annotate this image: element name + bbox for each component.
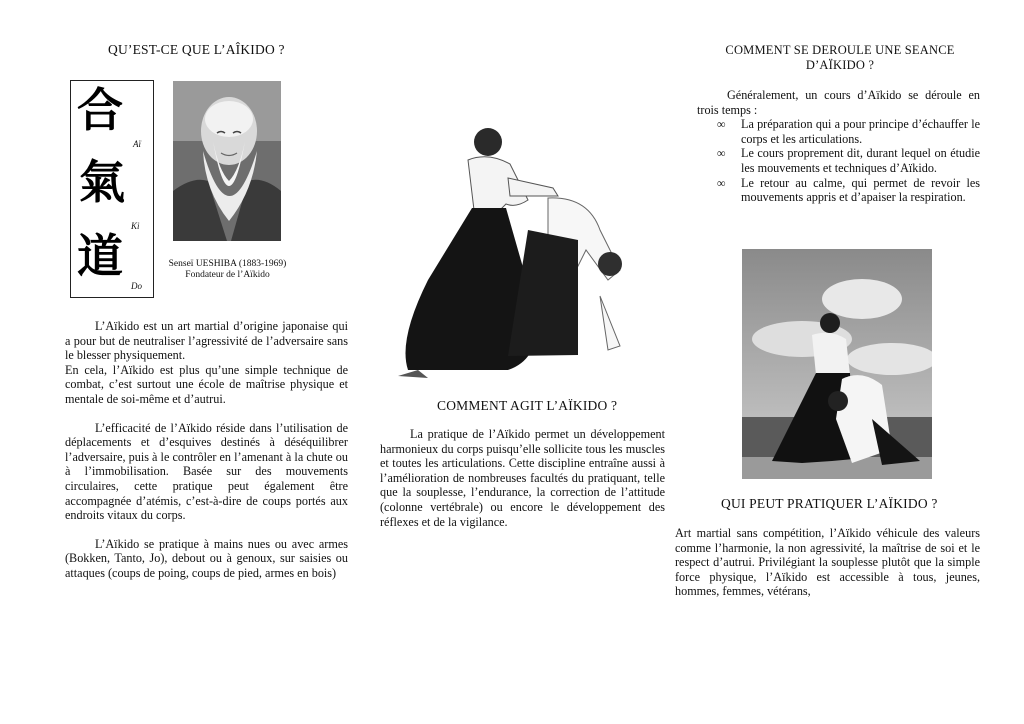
romaji-do: Do [131,281,142,291]
middle-paragraph-1: La pratique de l’Aïkido permet un développement harmonieux du corps puisqu’elle sollicite tous les muscles et toutes les articulations. Cette discipline entraîne aussi à l’amélioration de nombreuses facultés du pratiquant, telle que la souplesse, l’endurance, la correction de l’attitude (colonne vertébrale) ou encore le développement des réflexes et de la vigilance. [380,427,665,529]
session-step-1-text: La préparation qui a pour principe d’échauffer le corps et les articulations. [741,117,980,146]
infinity-bullet-icon: ∞ [717,117,726,132]
middle-title: COMMENT AGIT L’AÏKIDO ? [437,398,618,413]
session-step-1 [697,117,980,146]
who-can-practice [675,526,980,599]
right-title [690,43,990,73]
left-paragraph-2: L’efficacité de l’Aïkido réside dans l’utilisation de déplacements et d’esquives destinés à déséquilibrer l’adversaire, puis à le contrôler en l’amenant à la chute ou à l’immobilisation. Basée sur des mouvements circulaires, cette pratique peut également être accompagnée d’atémis, c’est-à-dire de coups portés aux endroits vitaux du corps. [65,420,348,523]
ueshiba-portrait [173,81,281,241]
session-step-3 [697,176,980,205]
right-title-line2: D’AÏKIDO ? [805,58,875,72]
portrait-caption [160,259,295,281]
left-paragraph-1a: L’Aïkido est un art martial d’origine japonaise qui a pour but de neutraliser l’agressivité de l’adversaire sans le blesser physiquement. [65,319,348,363]
romaji-ai: Aï [133,139,141,149]
portrait-caption-line1: Senseï UESHIBA (1883-1969) [168,259,287,269]
romaji-ki: Ki [131,221,140,231]
left-text [65,319,348,581]
infinity-bullet-icon: ∞ [717,146,726,161]
aikido-calligraphy [70,80,154,298]
left-paragraph-1b: En cela, l’Aïkido est plus qu’une simple technique de combat, c’est surtout une école de maîtrise physique et mentale de soi-même et d’autrui. [65,362,348,406]
kanji-ai: 合 [77,83,123,137]
kanji-ki: 氣 [79,155,125,209]
session-steps [697,117,980,205]
session-step-2 [697,146,980,175]
practitioners-photo [742,249,932,479]
session-intro: Généralement, un cours d’Aïkido se déroule en trois temps : [697,88,980,117]
left-paragraph-3: L’Aïkido se pratique à mains nues ou avec armes (Bokken, Tanto, Jo), debout ou à genoux, sur saisies ou attaques (coups de poing, coups de pied, armes en bois) [65,536,348,580]
left-title: QU’EST-CE QUE L’AÎKIDO ? [108,42,285,57]
kanji-do: 道 [77,229,123,283]
right-title-line1: COMMENT SE DEROULE UNE SEANCE [725,43,955,57]
portrait-caption-line2: Fondateur de l’Aïkido [185,270,270,280]
right-title-2: QUI PEUT PRATIQUER L’AÏKIDO ? [721,496,938,511]
aikido-technique-illustration [388,120,638,382]
infinity-bullet-icon: ∞ [717,175,726,190]
session-step-3-text: Le retour au calme, qui permet de revoir les mouvements appris et d’apaiser la respiration. [741,175,980,205]
session-step-2-text: Le cours proprement dit, durant lequel on étudie les mouvements et techniques d’Aïkido. [741,146,980,175]
right-paragraph-2: Art martial sans compétition, l’Aïkido véhicule des valeurs comme l’harmonie, la non agressivité, la maîtrise de soi et le respect d’autrui. Privilégiant la souplesse plutôt que la simple force physique, l’Aïkido est accessible à tous, jeunes, hommes, femmes, vétérans, [675,526,980,599]
middle-text [380,427,665,529]
session-description [697,88,980,205]
